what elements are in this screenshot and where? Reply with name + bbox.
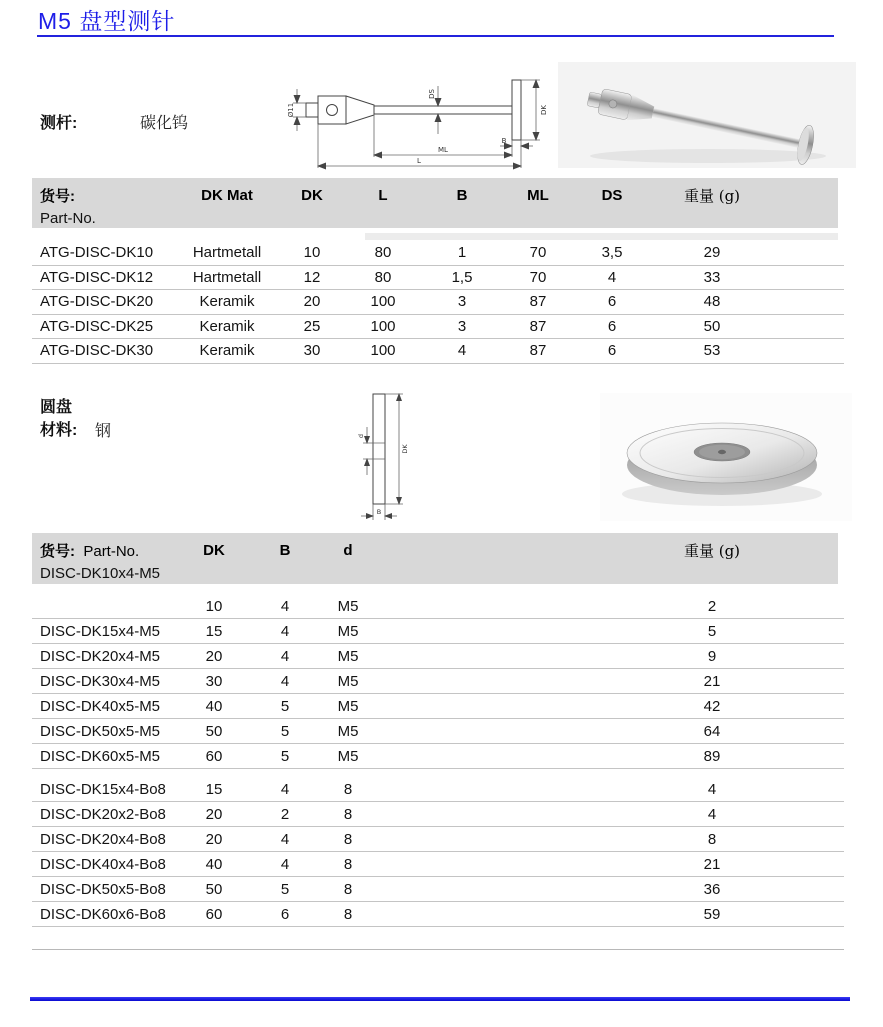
ds: 6 <box>607 317 617 335</box>
weight: 9 <box>707 647 717 665</box>
weight: 53 <box>703 342 721 360</box>
dk: 25 <box>303 317 321 335</box>
dk-mat: Keramik <box>199 293 255 311</box>
dk: 60 <box>205 905 223 923</box>
weight: 50 <box>703 317 721 335</box>
b: 2 <box>280 805 290 823</box>
disc-label: 圆盘 <box>40 399 73 416</box>
table2-body-bo8 <box>32 777 844 950</box>
weight: 29 <box>703 244 721 262</box>
b: 3 <box>457 317 467 335</box>
dk: 60 <box>205 747 223 765</box>
dk: 20 <box>205 830 223 848</box>
part-no: DISC-DK15x4-Bo8 <box>40 780 166 798</box>
dk: 20 <box>303 293 321 311</box>
l: 100 <box>370 317 396 335</box>
weight: 89 <box>703 747 721 765</box>
d: M5 <box>337 622 359 640</box>
ml: 70 <box>529 268 547 286</box>
dk: 12 <box>303 268 321 286</box>
b: 4 <box>280 597 290 615</box>
b: 5 <box>280 722 290 740</box>
weight: 21 <box>703 672 721 690</box>
ml: 70 <box>529 244 547 262</box>
page-bottom-rule <box>30 997 850 1001</box>
d: 8 <box>343 880 353 898</box>
table-row <box>32 644 844 669</box>
stylus-photo <box>558 62 856 168</box>
b: 4 <box>280 780 290 798</box>
dk: 50 <box>205 722 223 740</box>
weight: 2 <box>707 597 717 615</box>
ml: 87 <box>529 317 547 335</box>
table-footer-rule <box>32 927 844 950</box>
table-row <box>32 877 844 902</box>
d: M5 <box>337 747 359 765</box>
d: M5 <box>337 672 359 690</box>
b: 3 <box>457 293 467 311</box>
part-no: DISC-DK40x5-M5 <box>40 697 161 715</box>
col-ml: ML <box>527 186 549 204</box>
col-part <box>32 540 172 561</box>
weight: 48 <box>703 293 721 311</box>
col-b: B <box>279 541 291 559</box>
part-no: DISC-DK20x4-M5 <box>40 647 161 665</box>
table-row <box>32 619 844 644</box>
b: 1,5 <box>451 268 473 286</box>
table-row <box>32 777 844 802</box>
page-title: M5 盘型测针 <box>38 8 176 34</box>
disc-photo <box>600 393 852 521</box>
table-row <box>32 802 844 827</box>
part-no: DISC-DK30x4-M5 <box>40 672 161 690</box>
table-row <box>32 594 844 619</box>
d: 8 <box>343 805 353 823</box>
first-part-no: DISC-DK10x4-M5 <box>40 565 161 582</box>
dim-label-b: B <box>376 508 382 516</box>
part-no: DISC-DK40x4-Bo8 <box>40 855 166 873</box>
b: 4 <box>457 342 467 360</box>
part-no: ATG-DISC-DK12 <box>40 268 154 286</box>
dim-label-ml: ML <box>438 146 448 154</box>
dim-label-dia11: Ø11 <box>287 102 295 118</box>
part-no: DISC-DK60x5-M5 <box>40 747 161 765</box>
b: 4 <box>280 622 290 640</box>
dk: 20 <box>205 647 223 665</box>
l: 100 <box>370 293 396 311</box>
dk-mat: Keramik <box>199 317 255 335</box>
dk: 20 <box>205 805 223 823</box>
ml: 87 <box>529 342 547 360</box>
weight: 64 <box>703 722 721 740</box>
col-ds: DS <box>601 186 623 204</box>
table1-header <box>32 178 838 228</box>
table-row <box>32 694 844 719</box>
d: M5 <box>337 647 359 665</box>
part-no: DISC-DK20x4-Bo8 <box>40 830 166 848</box>
dk: 10 <box>205 597 223 615</box>
table-row <box>32 669 844 694</box>
table-row <box>32 852 844 877</box>
dk: 40 <box>205 697 223 715</box>
table-row <box>32 315 844 340</box>
col-l: L <box>378 186 388 204</box>
dim-label-l: L <box>417 157 421 165</box>
dk-mat: Keramik <box>199 342 255 360</box>
d: 8 <box>343 905 353 923</box>
dk: 10 <box>303 244 321 262</box>
dk: 30 <box>303 342 321 360</box>
part-no: ATG-DISC-DK30 <box>40 342 154 360</box>
ds: 6 <box>607 342 617 360</box>
col-d: d <box>343 541 353 559</box>
col-weight: 重量 (g) <box>683 186 741 205</box>
header-strip <box>365 233 838 240</box>
table-row <box>32 827 844 852</box>
d: M5 <box>337 722 359 740</box>
l: 100 <box>370 342 396 360</box>
ds: 4 <box>607 268 617 286</box>
dk-mat: Hartmetall <box>192 244 262 262</box>
shaft-material: 碳化钨 <box>140 115 189 132</box>
part-no: ATG-DISC-DK20 <box>40 293 154 311</box>
weight: 33 <box>703 268 721 286</box>
weight: 5 <box>707 622 717 640</box>
disc-material: 钢 <box>95 423 112 440</box>
table2-body-m5 <box>32 594 844 769</box>
b: 5 <box>280 697 290 715</box>
weight: 4 <box>707 780 717 798</box>
d: M5 <box>337 697 359 715</box>
dk: 50 <box>205 880 223 898</box>
ds: 6 <box>607 293 617 311</box>
col-b: B <box>456 186 468 204</box>
part-no: DISC-DK60x6-Bo8 <box>40 905 166 923</box>
dk: 30 <box>205 672 223 690</box>
table-row <box>32 719 844 744</box>
col-dk: DK <box>203 541 225 559</box>
dim-label-d: d <box>357 433 365 439</box>
dk-mat: Hartmetall <box>192 268 262 286</box>
part-no: DISC-DK15x4-M5 <box>40 622 161 640</box>
dk: 40 <box>205 855 223 873</box>
b: 4 <box>280 855 290 873</box>
b: 5 <box>280 880 290 898</box>
col-part-cn: 货号: <box>40 542 75 560</box>
dim-label-dk: DK <box>401 444 409 454</box>
weight: 8 <box>707 830 717 848</box>
d: M5 <box>337 597 359 615</box>
table2-header <box>32 533 838 584</box>
table-row <box>32 290 844 315</box>
disc-dimension-drawing <box>333 386 433 528</box>
col-dk: DK <box>301 186 323 204</box>
table-row <box>32 902 844 927</box>
material-label: 材料: <box>40 422 78 439</box>
dim-label-ds: DS <box>428 89 436 99</box>
title-rule <box>37 35 834 37</box>
part-no: ATG-DISC-DK10 <box>40 244 154 262</box>
weight: 36 <box>703 880 721 898</box>
b: 6 <box>280 905 290 923</box>
part-no: DISC-DK20x2-Bo8 <box>40 805 166 823</box>
d: 8 <box>343 780 353 798</box>
d: 8 <box>343 830 353 848</box>
weight: 4 <box>707 805 717 823</box>
l: 80 <box>374 268 392 286</box>
table1-body <box>32 241 844 364</box>
ds: 3,5 <box>601 244 623 262</box>
shaft-label: 测杆: <box>40 115 78 132</box>
weight: 42 <box>703 697 721 715</box>
b: 5 <box>280 747 290 765</box>
weight: 21 <box>703 855 721 873</box>
l: 80 <box>374 244 392 262</box>
dim-label-b: B <box>501 137 507 145</box>
d: 8 <box>343 855 353 873</box>
table-row <box>32 266 844 291</box>
ml: 87 <box>529 293 547 311</box>
table-row <box>32 241 844 266</box>
part-no: DISC-DK50x5-M5 <box>40 722 161 740</box>
dim-label-dk: DK <box>540 105 548 115</box>
weight: 59 <box>703 905 721 923</box>
dk: 15 <box>205 622 223 640</box>
part-no: DISC-DK50x5-Bo8 <box>40 880 166 898</box>
stylus-dimension-drawing <box>286 56 560 170</box>
col-part-en: Part-No. <box>40 210 96 227</box>
b: 1 <box>457 244 467 262</box>
b: 4 <box>280 672 290 690</box>
b: 4 <box>280 830 290 848</box>
col-part-cn: 货号: <box>40 187 75 205</box>
col-part-en: Part-No. <box>83 542 140 560</box>
table-row <box>32 744 844 769</box>
part-no: ATG-DISC-DK25 <box>40 317 154 335</box>
col-dk-mat: DK Mat <box>201 186 253 204</box>
col-weight: 重量 (g) <box>683 541 741 560</box>
dk: 15 <box>205 780 223 798</box>
table-row <box>32 339 844 364</box>
b: 4 <box>280 647 290 665</box>
